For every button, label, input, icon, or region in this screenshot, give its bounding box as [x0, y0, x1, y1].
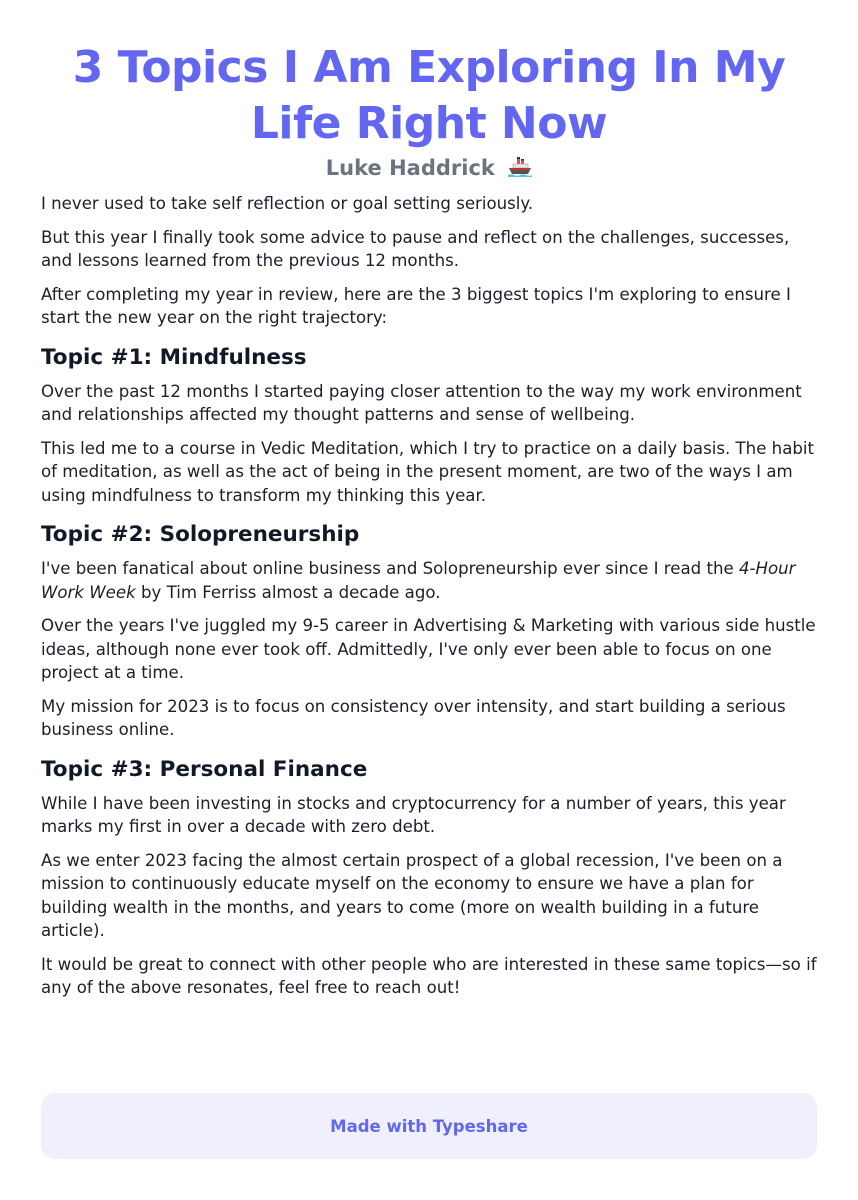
- topic-paragraph: This led me to a course in Vedic Meditation, which I try to practice on a daily basis. The habit of meditation, as well as the act of being in the present moment, are two of the ways I am using mindfulness to transform my thinking this year.: [41, 438, 815, 505]
- topic-paragraph: While I have been investing in stocks and cryptocurrency for a number of years, this year marks my first in over a decade with zero debt.: [41, 793, 786, 836]
- author-line: [41, 154, 817, 184]
- topic-paragraph: As we enter 2023 facing the almost certain prospect of a global recession, I've been on a mission to continuously educate myself on the economy to ensure we have a plan for building wealth in the months, and years to come (more on wealth building in a future article).: [41, 850, 783, 940]
- intro-paragraph: I never used to take self reflection or goal setting seriously.: [41, 194, 534, 213]
- article: [41, 0, 817, 1010]
- footer-label[interactable]: Made with Typeshare: [330, 1116, 528, 1136]
- intro-paragraph: But this year I finally took some advice to pause and reflect on the challenges, successes, and lessons learned from the previous 12 months.: [41, 227, 790, 270]
- book-title: 4-Hour Work Week: [41, 559, 796, 602]
- topic-heading: Topic #1: Mindfulness: [41, 344, 307, 370]
- closing-paragraph: It would be great to connect with other people who are interested in these same topics—so if any of the above resonates, feel free to reach out!: [41, 954, 817, 997]
- topic-paragraph: Over the years I've juggled my 9-5 career in Advertising & Marketing with various side hustle ideas, although none ever took off. Admittedly, I've only ever been able to focus on one project at a time.: [41, 616, 816, 682]
- footer-banner[interactable]: [41, 1093, 817, 1159]
- topic-paragraph: My mission for 2023 is to focus on consistency over intensity, and start building a serious business online.: [41, 696, 786, 739]
- intro-paragraph: After completing my year in review, here are the 3 biggest topics I'm exploring to ensure I start the new year on the right trajectory:: [41, 284, 791, 327]
- article-body: [41, 192, 817, 1000]
- text-run: by Tim Ferriss almost a decade ago.: [135, 582, 441, 602]
- ship-icon: [508, 155, 532, 184]
- text-run: I've been fanatical about online business and Solopreneurship ever since I read the: [41, 559, 739, 578]
- author-name: Luke Haddrick: [325, 156, 495, 180]
- topic-heading: Topic #2: Solopreneurship: [41, 522, 360, 547]
- topic-heading: Topic #3: Personal Finance: [41, 756, 368, 782]
- page-title: 3 Topics I Am Exploring In My Life Right Now: [72, 42, 786, 149]
- topic-paragraph: [41, 557, 817, 604]
- topic-paragraph: Over the past 12 months I started paying closer attention to the way my work environment and relationships affected my thought patterns and sense of wellbeing.: [41, 381, 802, 424]
